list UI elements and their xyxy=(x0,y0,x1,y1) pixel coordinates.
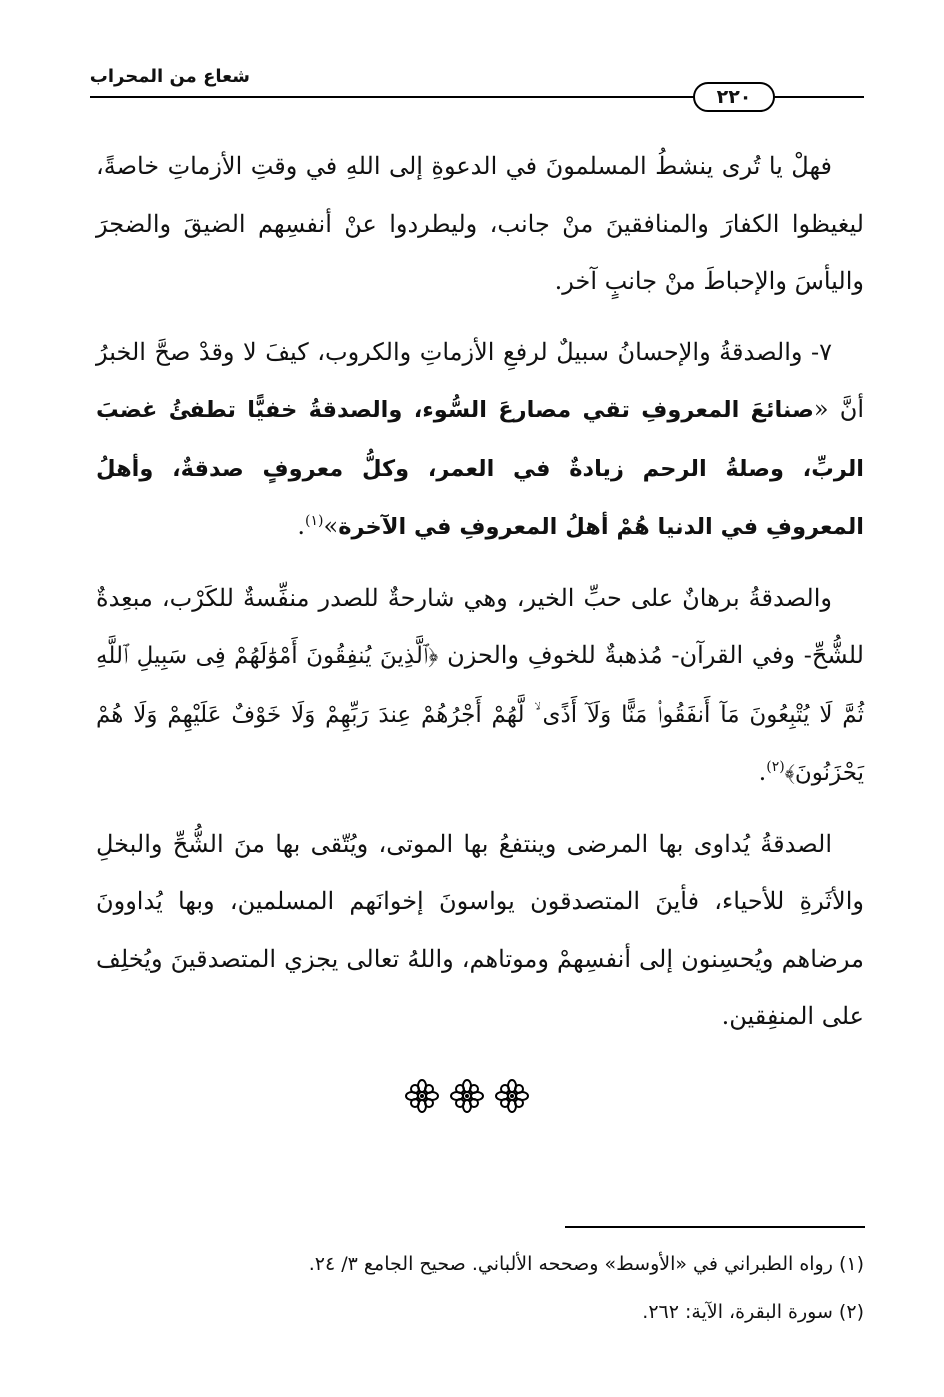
paragraph-1: فهلْ يا تُرى ينشطُ المسلمونَ في الدعوةِ إلى اللهِ في وقتِ الأزماتِ خاصةً، ليغيظوا الكفارَ والمنافقينَ منْ جانب، وليطردوا عنْ أنفسِهم الضيقَ والضجرَ واليأسَ والإحباطَ منْ جانبٍ آخر. xyxy=(96,152,864,295)
paragraph-3 xyxy=(96,570,864,803)
footnote-marker-1: (١) xyxy=(305,513,324,529)
paragraph-2-intro: ٧- والصدقةُ والإحسانُ سبيلٌ لرفعِ الأزماتِ والكروب، كيفَ لا وقدْ صحَّ الخبرُ أنَّ « xyxy=(96,337,864,423)
flower-ornament-icon xyxy=(450,1079,484,1113)
paragraph-4: الصدقةُ يُداوى بها المرضى وينتفعُ بها الموتى، ويُتّقى بها منَ الشُّحِّ والبخلِ والأثَرةِ للأحياء، فأينَ المتصدقون يواسونَ إخوانَهم المسلمين، وبها يُداوونَ مرضاهم ويُحسِنون إلى أنفسِهمْ وموتاهم، واللهُ تعالى يجزي المتصدقينَ ويُخلِف على المنفِقين. xyxy=(96,829,864,1030)
paragraph-3-intro: والصدقةُ برهانٌ على حبِّ الخير، وهي شارحةٌ للصدر منفِّسةٌ للكَرْب، مبعِدةٌ للشُّحِّ- وفي القرآن- مُذهبةٌ للخوفِ والحزن xyxy=(96,583,864,669)
flower-ornament-icon xyxy=(405,1079,439,1113)
quran-verse: ﴿ٱلَّذِينَ يُنفِقُونَ أَمْوَٰلَهُمْ فِى سَبِيلِ ٱللَّهِ ثُمَّ لَا يُتْبِعُونَ مَآ أَنفَقُوا۟ مَنًّا وَلَآ أَذًى ۙ لَّهُمْ أَجْرُهُمْ عِندَ رَبِّهِمْ وَلَا خَوْفٌ عَلَيْهِمْ وَلَا هُمْ يَحْزَنُونَ﴾ xyxy=(96,643,864,786)
footnotes xyxy=(96,1240,864,1336)
flower-ornament-icon xyxy=(495,1079,529,1113)
paragraph-2-end: . xyxy=(297,512,306,540)
footnote-marker-2: (٢) xyxy=(766,759,785,775)
footnote-rule xyxy=(565,1226,865,1228)
footnote-2: (٢) سورة البقرة، الآية: ٢٦٢. xyxy=(642,1301,864,1323)
hadith-quote: صنائعَ المعروفِ تقي مصارعَ السُّوء، والصدقةُ خفيًّا تطفئُ غضبَ الربِّ، وصلةُ الرحم زيادةٌ في العمر، وكلُّ معروفٍ صدقةٌ، وأهلُ المعروفِ في الدنيا هُمْ أهلُ المعروفِ في الآخرة xyxy=(96,397,864,540)
body-text xyxy=(96,138,864,1046)
footnote-1: (١) رواه الطبراني في «الأوسط» وصححه الألباني. صحيح الجامع ٣/ ٢٤. xyxy=(308,1253,864,1275)
paragraph-3-end: . xyxy=(758,758,767,786)
page-number: ٢٢٠ xyxy=(693,82,775,112)
section-ornament xyxy=(405,1078,529,1114)
paragraph-2 xyxy=(96,324,864,557)
quote-close: » xyxy=(323,512,339,540)
running-title: شعاع من المحراب xyxy=(89,66,250,87)
